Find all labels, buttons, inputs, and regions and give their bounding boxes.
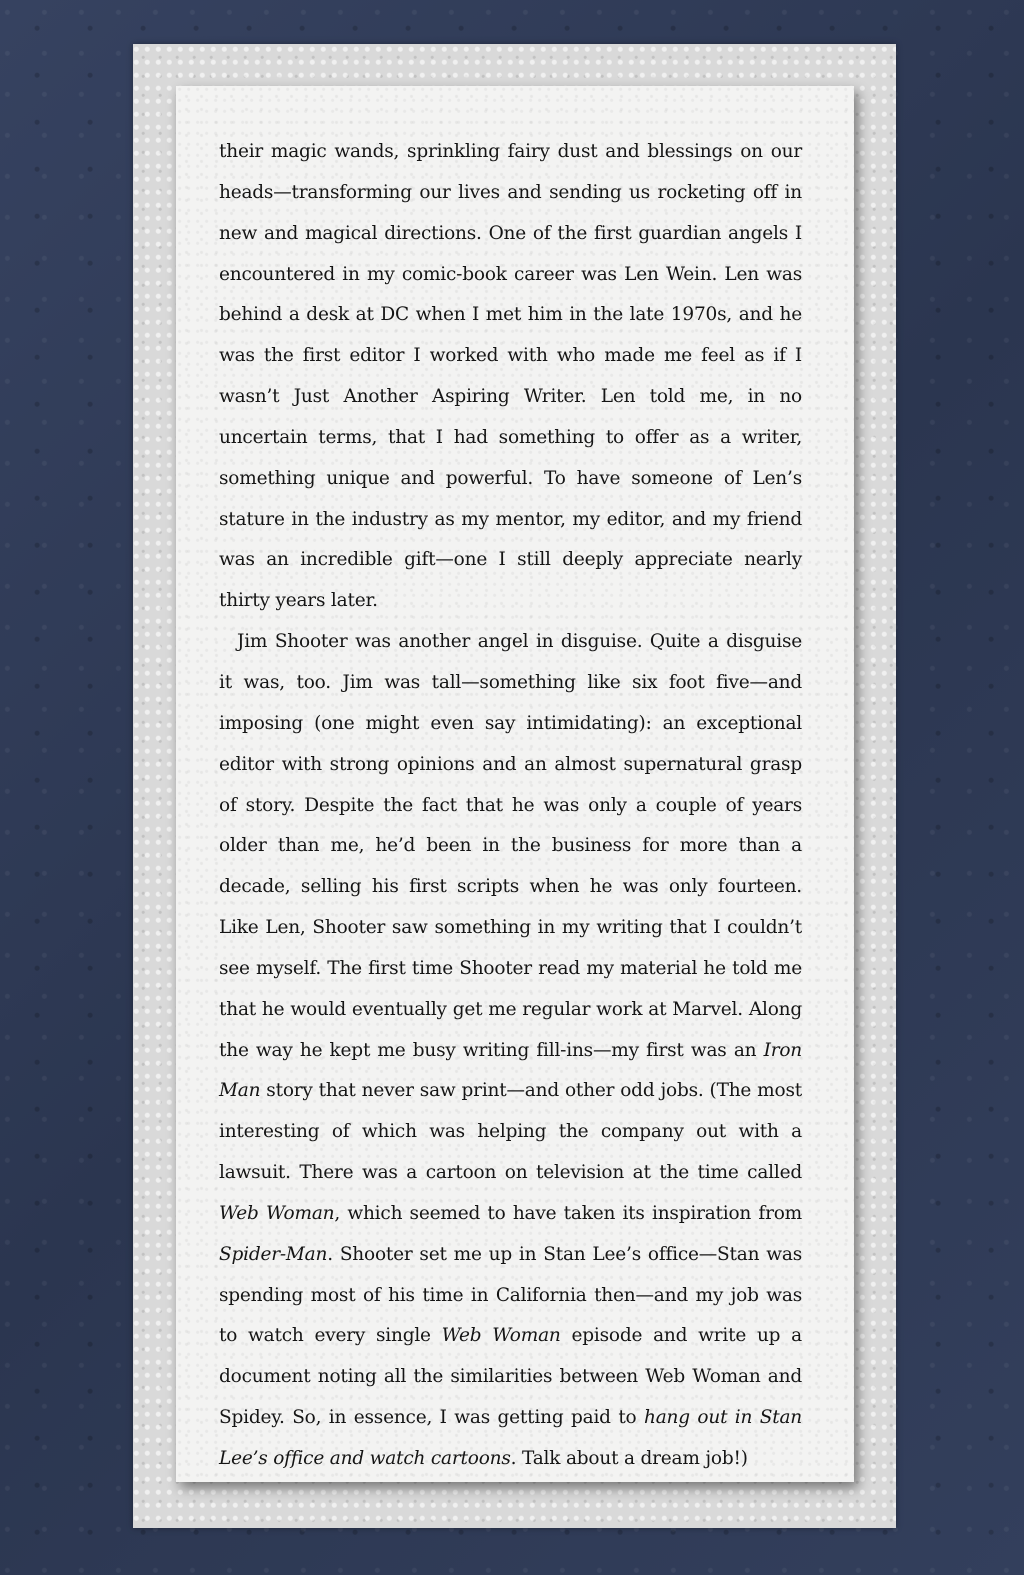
title-web-woman: Web Woman — [441, 1325, 561, 1347]
text-run: story that never saw print—and other odd jobs. (The most interesting of which was helping the company out with a lawsuit. There was a cartoon on television at the time called — [219, 1080, 802, 1184]
text-run: , which seemed to have taken its inspiration from — [334, 1202, 803, 1224]
text-run: their magic wands, sprinkling fairy dust and blessings on our heads—transforming our lives and sending us rocketing off in new and magical directions. One of the first guardian angels I encountered in my comic-book career was Len Wein. Len was behind a desk at DC when I met him in the late 1970s, and he was the first editor I worked with who made me feel as if I wasn’t Just Another Aspiring Writer. Len told me, in no uncertain terms, that I had something to offer as a writer, something unique and powerful. To have someone of Len’s stature in the industry as my mentor, my editor, and my friend was an incredible gift—one I still deeply appreciate nearly thirty years later. — [219, 141, 802, 612]
text-run: . Talk about a dream job!) — [510, 1448, 748, 1469]
text-run: episode and write up a document noting all the similarities between Web Woman and Spidey. So, in essence, I was getting paid to — [219, 1325, 803, 1429]
paragraph-1 — [219, 132, 802, 622]
text-run: Jim Shooter was another angel in disguise. Quite a disguise it was, too. Jim was tall—something like six foot five—and imposing (one might even say intimidating): an exceptional editor with strong opinions and an almost supernatural grasp of story. Despite the fact that he was only a couple of years older than me, he’d been in the business for more than a decade, selling his first scripts when he was only fourteen. Like Len, Shooter saw something in my writing that I couldn’t see myself. The first time Shooter read my material he told me that he would eventually get me regular work at Marvel. Along the way he kept me busy writing fill-ins—my first was an — [219, 631, 802, 1061]
book-page — [176, 86, 854, 1482]
text-run: . Shooter set me up in Stan Lee’s office—Stan was spending most of his time in California then—and my job was to watch every single — [219, 1243, 802, 1347]
emphasis-phrase: hang out in Stan Lee’s office and watch cartoons — [219, 1407, 802, 1469]
title-iron-man: Iron Man — [219, 1039, 802, 1102]
title-web-woman: Web Woman — [219, 1202, 335, 1224]
body-text — [219, 132, 802, 1480]
paragraph-2 — [219, 622, 802, 1480]
title-spider-man: Spider-Man — [219, 1243, 328, 1265]
